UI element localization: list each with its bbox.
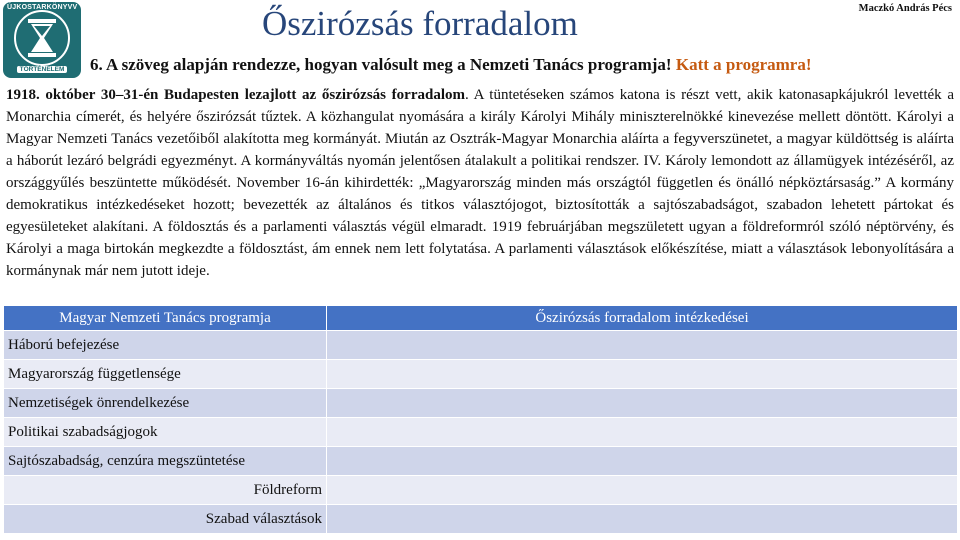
table-row bbox=[4, 476, 958, 505]
table-row bbox=[4, 360, 958, 389]
program-link[interactable]: Katt a programra! bbox=[675, 55, 812, 74]
table-row bbox=[4, 331, 958, 360]
table-row bbox=[4, 505, 958, 534]
task-instruction bbox=[90, 55, 812, 75]
program-cell: Földreform bbox=[4, 476, 327, 505]
measure-cell[interactable] bbox=[327, 360, 958, 389]
column-header-program: Magyar Nemzeti Tanács programja bbox=[4, 306, 327, 331]
publisher-logo bbox=[3, 2, 81, 78]
program-cell: Sajtószabadság, cenzúra megszüntetése bbox=[4, 447, 327, 476]
author-label: Maczkó András Pécs bbox=[858, 3, 952, 14]
table-row bbox=[4, 389, 958, 418]
passage-body: . A tüntetéseken számos katona is részt vett, akik katonasapkájukról levették a Monarchia címerét, és helyére őszirózsát tűztek. A közhangulat nyomására a király Károlyi Mihály miniszterelnökké kinevezése mellett döntött. Károlyi a Magyar Nemzeti Tanács vezetőiből alakította meg kormányát. Miután az Osztrák-Magyar Monarchia aláírta a fegyverszünetet, a magyar küldöttség is aláírta a háborút lezáró belgrádi egyezményt. A kormányváltás nyomán jelentősen átalakult a politikai rendszer. IV. Károly lemondott az államügyek intézéséről, az országgyűlés beszüntette működését. November 16-án kihirdették: „Magyarország minden más országtól független és önálló népköztársaság.” A kormány demokratikus intézkedéseket hozott; bevezették az általános és titkos választójogot, biztosították a sajtószabadságot, szabadon lehetett pártokat és egyesületeket alakítani. A földosztás és a parlamenti választás végül elmaradt. 1919 februárjában megszületett ugyan a földreformról szóló néptörvény, és Károlyi a maga birtokán megkezdte a földosztást, ám ennek nem lett folytatása. A parlamenti választások előkészítése, miatt a választások lebonyolítására a kormánynak már nem jutott ideje. bbox=[6, 87, 954, 279]
program-table bbox=[3, 305, 958, 534]
measure-cell[interactable] bbox=[327, 476, 958, 505]
measure-cell[interactable] bbox=[327, 331, 958, 360]
measure-cell[interactable] bbox=[327, 505, 958, 534]
program-cell: Politikai szabadságjogok bbox=[4, 418, 327, 447]
program-cell: Szabad választások bbox=[4, 505, 327, 534]
measure-cell[interactable] bbox=[327, 418, 958, 447]
program-cell: Magyarország függetlensége bbox=[4, 360, 327, 389]
logo-top-text: ÚJKOSTARKÖNYVV bbox=[7, 4, 78, 11]
logo-bottom-text: TÖRTÉNELEM bbox=[17, 66, 67, 73]
measure-cell[interactable] bbox=[327, 389, 958, 418]
program-cell: Háború befejezése bbox=[4, 331, 327, 360]
column-header-measures: Őszirózsás forradalom intézkedései bbox=[327, 306, 958, 331]
measure-cell[interactable] bbox=[327, 447, 958, 476]
passage-lead: 1918. október 30–31-én Budapesten lezajlott az őszirózsás forradalom bbox=[6, 87, 465, 103]
table-row bbox=[4, 418, 958, 447]
table-row bbox=[4, 447, 958, 476]
program-cell: Nemzetiségek önrendelkezése bbox=[4, 389, 327, 418]
task-text: 6. A szöveg alapján rendezze, hogyan valósult meg a Nemzeti Tanács programja! bbox=[90, 55, 672, 74]
page-title: Őszirózsás forradalom bbox=[262, 4, 578, 43]
passage bbox=[6, 84, 954, 282]
